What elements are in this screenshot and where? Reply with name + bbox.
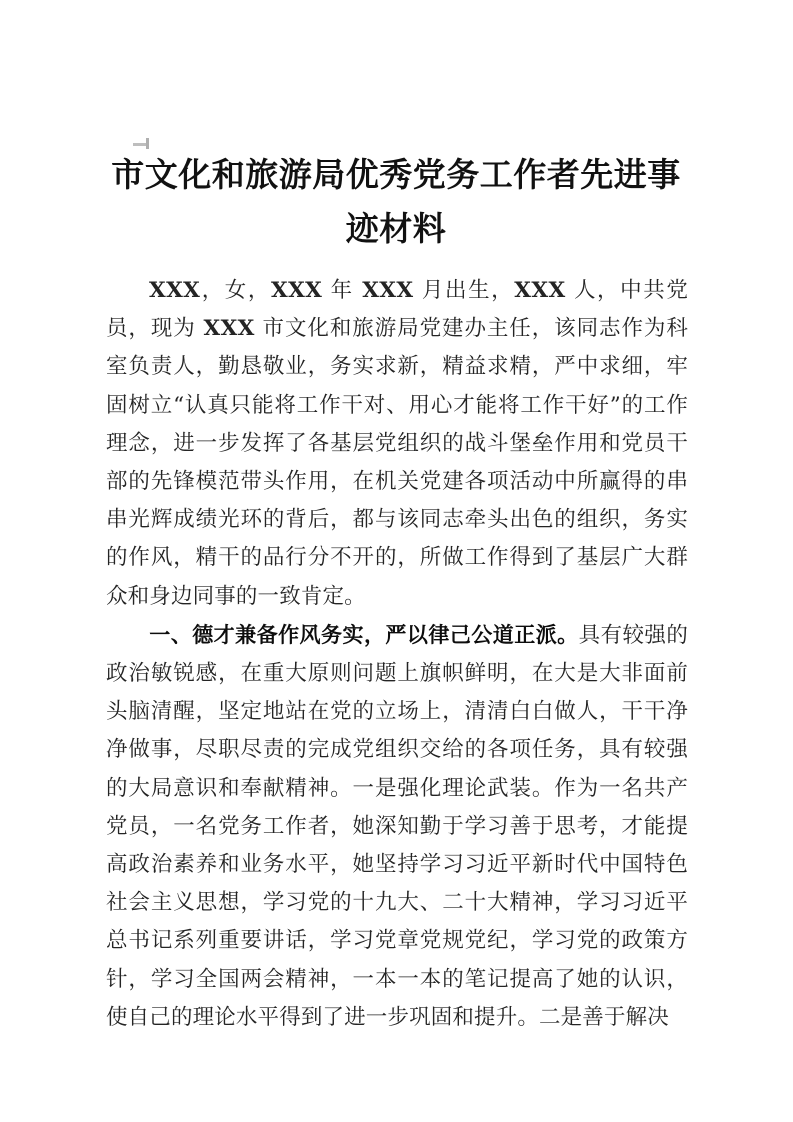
paragraph-intro: XXX，女，XXX 年 XXX 月出生，XXX 人，中共党员，现为 XXX 市文化和旅游局党建办主任，该同志作为科室负责人，勤恳敬业，务实求新，精益求精，严中求细，牢固树立“认真只能将工作干对、用心才能将工作干好”的工作理念，进一步发挥了各基层党组织的战斗堡垒作用和党员干部的先锋模范带头作用，在机关党建各项活动中所赢得的串串光辉成绩光环的背后，都与该同志牵头出色的组织，务实的作风，精干的品行分不开的，所做工作得到了基层广大群众和身边同事的一致肯定。: [106, 278, 688, 609]
document-body: [106, 272, 688, 1037]
placeholder-run: XXX: [203, 316, 255, 342]
placeholder-run: XXX: [362, 278, 414, 303]
placeholder-run: XXX: [149, 278, 201, 303]
placeholder-run: XXX: [514, 278, 566, 303]
section-heading-run: 一、德才兼备作风务实，严以律己公道正派。: [149, 622, 579, 647]
paragraph-section-one: 一、德才兼备作风务实，严以律己公道正派。具有较强的政治敏锐感，在重大原则问题上旗帜鲜明，在大是大非面前头脑清醒，坚定地站在党的立场上，清清白白做人，干干净净做事，尽职尽责的完成党组织交给的各项任务，具有较强的大局意识和奉献精神。一是强化理论武装。作为一名共产党员，一名党务工作者，她深知勤于学习善于思考，才能提高政治素养和业务水平，她坚持学习习近平新时代中国特色社会主义思想，学习党的十九大、二十大精神，学习习近平总书记系列重要讲话，学习党章党规党纪，学习党的政策方针，学习全国两会精神，一本一本的笔记提高了她的认识，使自己的理论水平得到了进一步巩固和提升。二是善于解决: [106, 622, 688, 1030]
placeholder-run: XXX: [270, 278, 323, 303]
page-title: 市文化和旅游局优秀党务工作者先进事迹材料: [111, 155, 681, 249]
scan-artifact-mark: [133, 143, 147, 146]
